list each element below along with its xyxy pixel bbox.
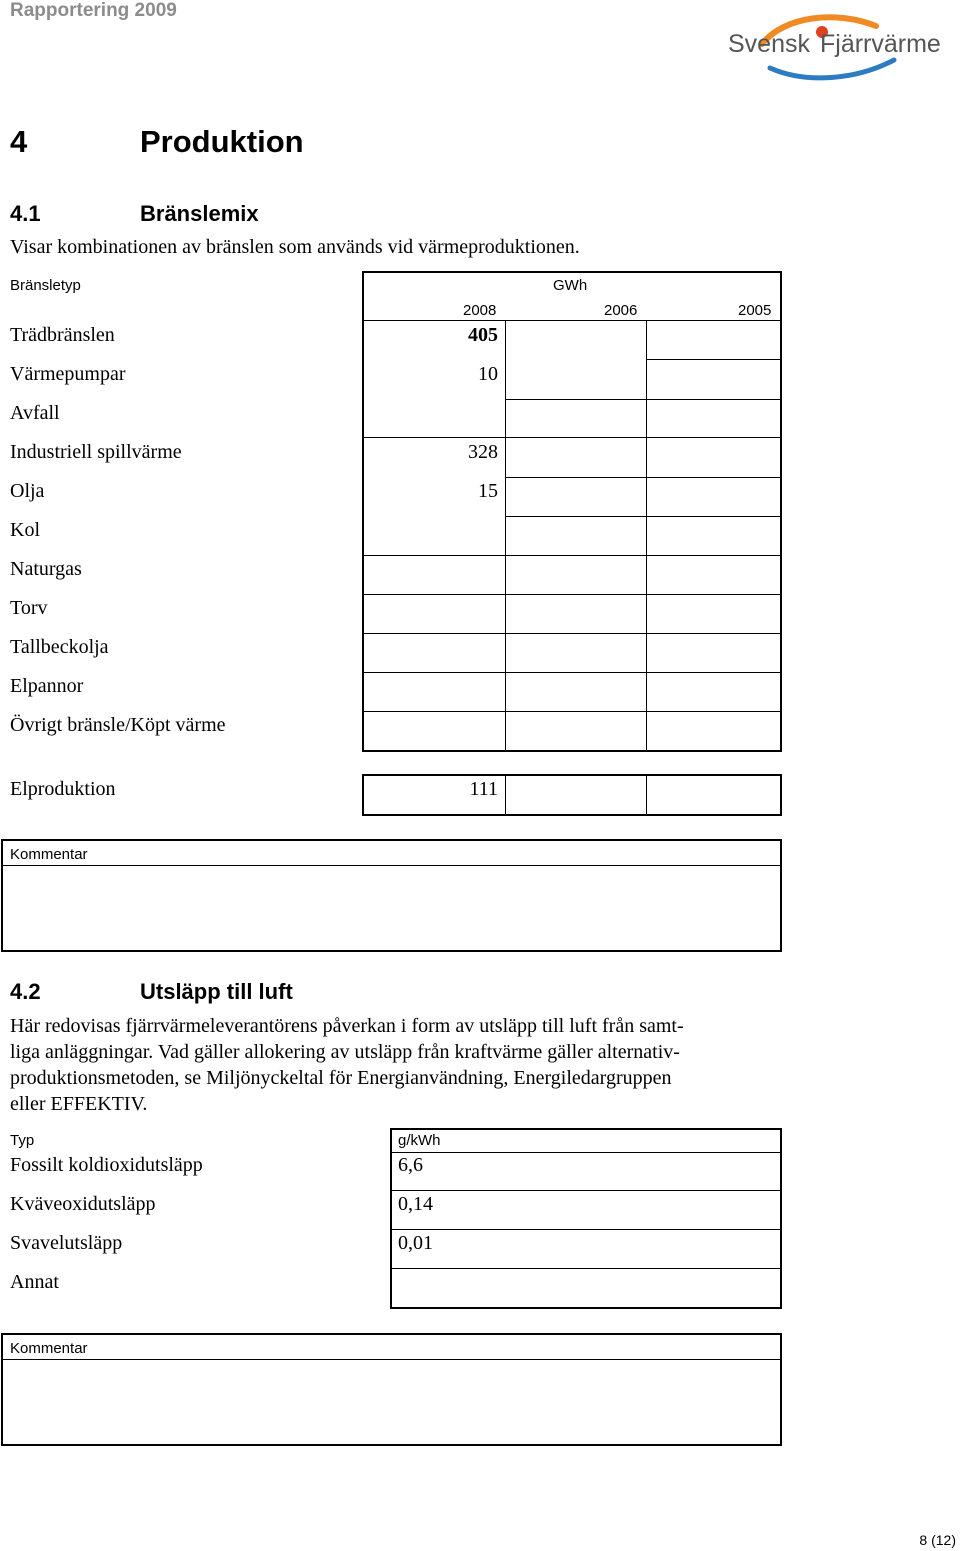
fuel-row-label: Avfall — [10, 402, 60, 424]
fuel-row-2008-value: 15 — [478, 480, 498, 502]
fuel-row-label: Naturgas — [10, 558, 82, 580]
emission-unit-header: g/kWh — [398, 1132, 441, 1149]
logo-text-fjarrvarme: Fjärrvärme — [820, 30, 941, 58]
section-42-paragraph-line: Här redovisas fjärrvärmeleverantörens påverkan i form av utsläpp till luft från samt- — [10, 1015, 684, 1037]
logo-text-svensk: Svensk — [728, 30, 810, 58]
elproduktion-label: Elproduktion — [10, 778, 116, 800]
section-42-paragraph-line: produktionsmetoden, se Miljönyckeltal för Energianvändning, Energiledargruppen — [10, 1067, 672, 1089]
section-4-title: Produktion — [140, 124, 304, 159]
section-41-number: 4.1 — [10, 201, 41, 226]
fuel-row-2008-value: 10 — [478, 363, 498, 385]
emission-row-label: Annat — [10, 1271, 59, 1293]
fuel-row-label: Övrigt bränsle/Köpt värme — [10, 714, 226, 736]
section-42-title: Utsläpp till luft — [140, 979, 293, 1004]
fuel-row-label: Värmepumpar — [10, 363, 126, 385]
gwh-unit-header: GWh — [553, 277, 588, 294]
emission-table — [0, 1125, 790, 1315]
page-number: 8 (12) — [919, 1532, 956, 1548]
fuel-row-label: Tallbeckolja — [10, 636, 109, 658]
section-41-description: Visar kombinationen av bränslen som används vid värmeproduktionen. — [10, 236, 580, 258]
comment-label-1: Kommentar — [10, 846, 88, 863]
comment-box-1[interactable] — [1, 839, 782, 952]
fuel-row-label: Olja — [10, 480, 45, 502]
emission-row-value: 0,01 — [398, 1232, 433, 1254]
year-header-2005: 2005 — [738, 302, 772, 319]
fuel-type-header: Bränsletyp — [10, 277, 81, 294]
comment-box-2[interactable] — [1, 1333, 782, 1446]
emission-type-header: Typ — [10, 1132, 35, 1149]
section-4-number: 4 — [10, 124, 28, 159]
fuel-row-label: Trädbränslen — [10, 324, 115, 346]
section-42-paragraph-line: liga anläggningar. Vad gäller allokering av utsläpp från kraftvärme gäller alternativ- — [10, 1041, 680, 1063]
fuel-mix-table — [0, 0, 960, 760]
fuel-row-2008-value: 328 — [468, 441, 498, 463]
fuel-row-label: Elpannor — [10, 675, 84, 697]
emission-row-label: Svavelutsläpp — [10, 1232, 123, 1254]
elproduktion-2008-value: 111 — [469, 778, 498, 800]
elproduktion-row — [0, 770, 790, 820]
emission-row-value: 0,14 — [398, 1193, 433, 1215]
report-header-title: Rapportering 2009 — [10, 0, 177, 21]
section-42-paragraph-line: eller EFFEKTIV. — [10, 1093, 148, 1115]
emission-row-label: Fossilt koldioxidutsläpp — [10, 1154, 203, 1176]
year-header-2006: 2006 — [604, 302, 638, 319]
section-42-number: 4.2 — [10, 979, 41, 1004]
fuel-row-label: Industriell spillvärme — [10, 441, 182, 463]
fuel-row-label: Kol — [10, 519, 40, 541]
fuel-row-2008-value: 405 — [468, 324, 498, 346]
emission-row-value: 6,6 — [398, 1154, 423, 1176]
emission-row-label: Kväveoxidutsläpp — [10, 1193, 156, 1215]
fuel-row-label: Torv — [10, 597, 48, 619]
comment-label-2: Kommentar — [10, 1340, 88, 1357]
year-header-2008: 2008 — [463, 302, 497, 319]
section-41-title: Bränslemix — [140, 201, 259, 226]
